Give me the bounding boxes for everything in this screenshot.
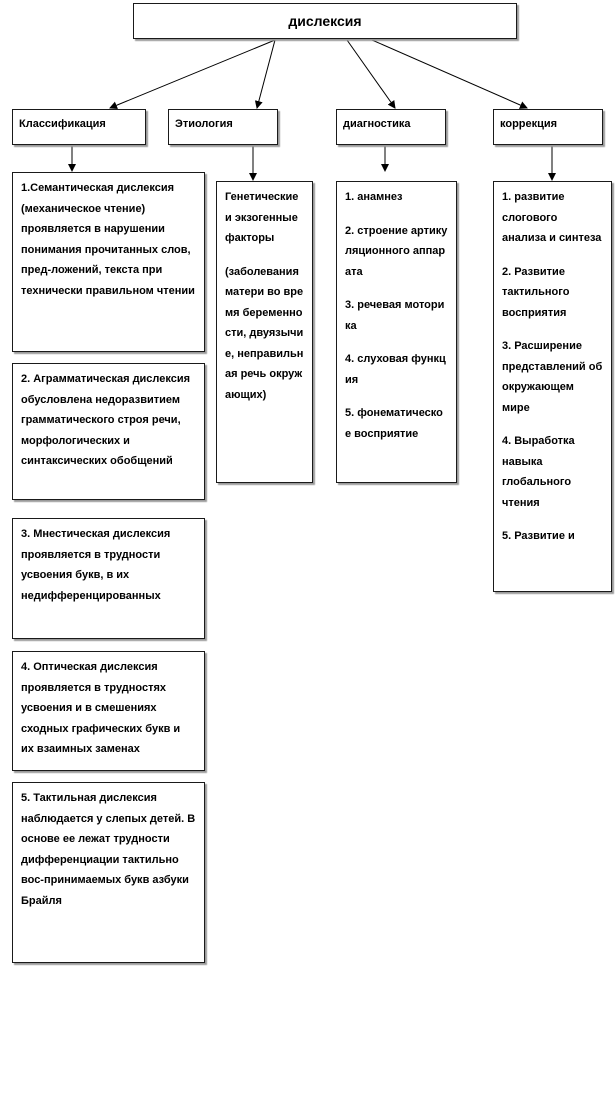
diagram-title: дислексия	[133, 3, 517, 39]
classification-optical	[12, 651, 205, 771]
diagnostics-item: 2. строение артикуляционного аппарата	[345, 224, 448, 278]
correction-item: 5. Развитие и	[502, 530, 575, 542]
classification-optical-text: 4. Оптическая дислексия проявляется в трудностях усвоения и в смешениях сходных графических букв и их взаимных заменах	[21, 661, 181, 755]
classification-semantic-text: 1.Семантическая дислексия (механическое чтение) проявляется в нарушении понимания прочитанных слов, пред-ложений, текста при технически правильном чтении	[21, 182, 195, 297]
correction-item: 3. Расширение представлений об окружающем мире	[502, 340, 603, 414]
arrow-title-to-etiology	[257, 40, 275, 108]
etiology-factors: Генетические и экзогенные факторы	[225, 191, 299, 244]
header-etiology: Этиология	[168, 109, 278, 145]
diagnostics-item: 5. фонематическое восприятие	[345, 407, 443, 440]
diagnostics-item: 3. речевая моторика	[345, 299, 445, 332]
arrow-title-to-diagnostics	[347, 40, 395, 108]
correction-item: 2. Развитие тактильного восприятия	[502, 265, 570, 319]
correction-box	[493, 181, 612, 592]
classification-agrammatic	[12, 363, 205, 500]
diagnostics-box	[336, 181, 457, 483]
classification-agrammatic-text: 2. Аграмматическая дислексия обусловлена недоразвитием грамматического строя речи, морфологических и синтаксических обобщений	[21, 373, 191, 467]
arrow-title-to-correction	[372, 40, 527, 108]
correction-item: 4. Выработка навыка глобального чтения	[502, 435, 575, 509]
classification-mnestic	[12, 518, 205, 639]
correction-item: 1. развитие слогового анализа и синтеза	[502, 191, 602, 244]
classification-semantic	[12, 172, 205, 352]
classification-mnestic-text: 3. Мнестическая дислексия проявляется в трудности усвоения букв, в их недифференцированных	[21, 528, 171, 602]
etiology-examples: (заболевания матери во время беременности, двуязычие, неправильная речь окружающих)	[225, 265, 304, 401]
header-correction: коррекция	[493, 109, 603, 145]
diagnostics-item: 4. слуховая функция	[345, 353, 446, 386]
header-diagnostics: диагностика	[336, 109, 446, 145]
classification-tactile-text: 5. Тактильная дислексия наблюдается у слепых детей. В основе ее лежат трудности дифференциации тактильно вос-принимаемых букв азбуки Брайля	[21, 792, 196, 907]
diagnostics-item: 1. анамнез	[345, 191, 403, 203]
header-classification: Классификация	[12, 109, 146, 145]
arrow-title-to-classification	[110, 40, 275, 108]
etiology-box	[216, 181, 313, 483]
classification-tactile	[12, 782, 205, 963]
